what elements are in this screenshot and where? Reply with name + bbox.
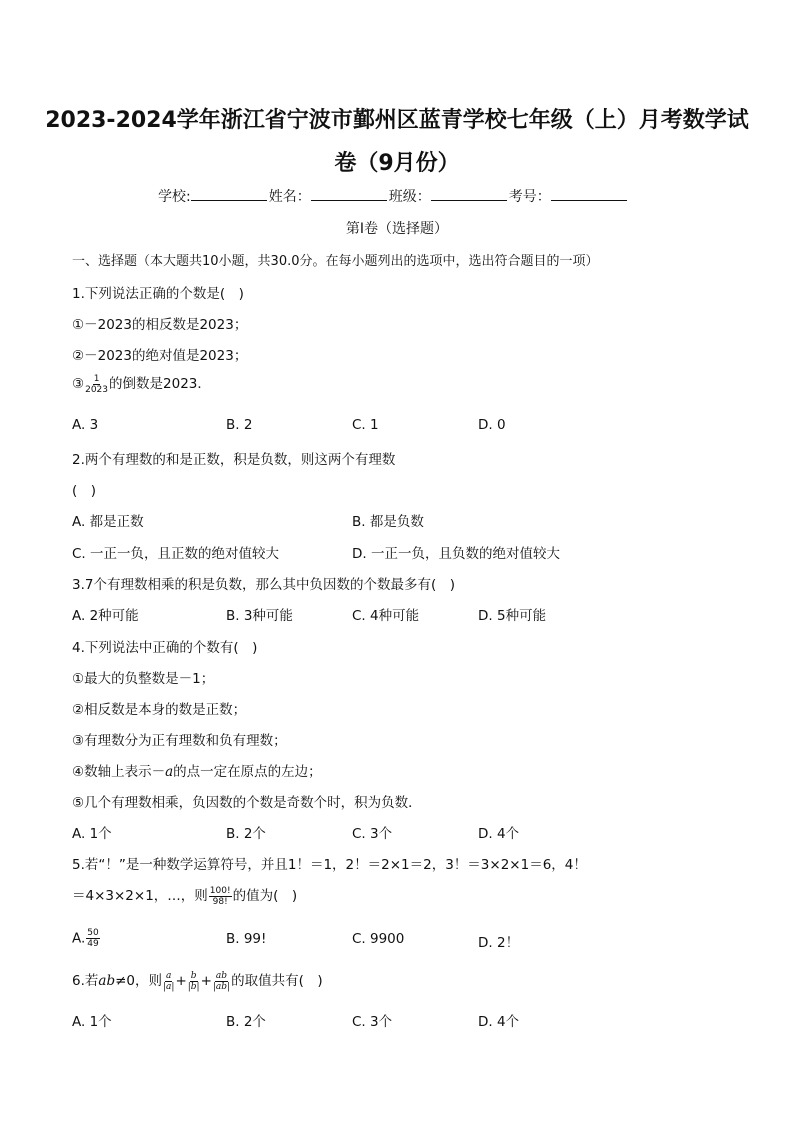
q1-s3-prefix: ③ xyxy=(72,376,85,392)
q2-option-a: A. 都是正数 xyxy=(72,514,144,530)
q4-statement-1: ①最大的负整数是－1； xyxy=(72,671,215,687)
q5-option-b: B. 99! xyxy=(226,931,267,947)
q6-stem xyxy=(72,969,323,992)
q2-stem: 2.两个有理数的和是正数，积是负数，则这两个有理数 xyxy=(72,452,396,468)
q1-s3-fraction xyxy=(85,374,108,395)
fraction-numerator: 50 xyxy=(87,928,99,938)
q4-s4-prefix: ④数轴上表示－ xyxy=(72,764,166,780)
q5-stem-line2 xyxy=(72,884,297,907)
fraction-denominator: |ab| xyxy=(212,981,231,992)
q4-statement-5: ⑤几个有理数相乘，负因数的个数是奇数个时，积为负数． xyxy=(72,795,422,811)
q4-statement-2: ②相反数是本身的数是正数； xyxy=(72,702,247,718)
q1-option-d: D. 0 xyxy=(478,417,506,433)
q5-stem-line1: 5.若“！”是一种数学运算符号，并且1！＝1，2！＝2×1＝2，3！＝3×2×1＝6，4！ xyxy=(72,857,587,873)
q6-stem-prefix: 6.若 xyxy=(72,973,99,989)
q4-option-c: C. 3个 xyxy=(352,826,393,842)
fraction-denominator: 2023 xyxy=(85,384,109,395)
q5-option-a-label: A. xyxy=(72,930,86,947)
q6-condition-variable: ab xyxy=(98,973,116,989)
q6-fraction-1 xyxy=(163,971,174,992)
exam-title-line2: 卷（9月份） xyxy=(334,151,460,176)
fraction-denominator: |a| xyxy=(163,981,175,992)
q5-option-a-fraction xyxy=(86,928,99,949)
q3-option-b: B. 3种可能 xyxy=(226,608,293,624)
exam-no-blank xyxy=(551,188,627,201)
q2-option-d: D. 一正一负，且负数的绝对值较大 xyxy=(352,546,560,562)
q5-option-c: C. 9900 xyxy=(352,931,405,947)
exam-no-label: 考号： xyxy=(508,189,551,205)
q4-stem: 4.下列说法中正确的个数有( ) xyxy=(72,640,258,656)
q4-statement-3: ③有理数分为正有理数和负有理数； xyxy=(72,733,287,749)
q1-option-b: B. 2 xyxy=(226,417,253,433)
q5-option-a xyxy=(72,928,101,949)
q6-stem-suffix: 的取值共有( ) xyxy=(231,973,323,989)
q2-option-c: C. 一正一负，且正数的绝对值较大 xyxy=(72,546,280,562)
name-label: 姓名： xyxy=(268,189,311,205)
q1-option-c: C. 1 xyxy=(352,417,379,433)
plus-sign: + xyxy=(175,973,187,989)
q6-option-b: B. 2个 xyxy=(226,1014,266,1030)
section-instruction: 一、选择题（本大题共10小题，共30.0分。在每小题列出的选项中，选出符合题目的一项） xyxy=(72,254,599,269)
q6-option-d: D. 4个 xyxy=(478,1014,520,1030)
q3-option-a: A. 2种可能 xyxy=(72,608,139,624)
q4-s4-suffix: 的点一定在原点的左边； xyxy=(173,764,322,780)
class-blank xyxy=(431,188,507,201)
q3-option-c: C. 4种可能 xyxy=(352,608,420,624)
plus-sign: + xyxy=(200,973,212,989)
fraction-denominator: 98! xyxy=(212,896,228,907)
fraction-numerator: a xyxy=(166,970,172,981)
fraction-denominator: 49 xyxy=(87,939,99,949)
q1-statement-2: ②－2023的绝对值是2023； xyxy=(72,348,248,364)
school-label: 学校: xyxy=(158,189,191,205)
q4-option-b: B. 2个 xyxy=(226,826,266,842)
q1-statement-1: ①－2023的相反数是2023； xyxy=(72,317,248,333)
fraction-numerator: 1 xyxy=(93,373,100,384)
exam-title-line1: 2023-2024学年浙江省宁波市鄞州区蓝青学校七年级（上）月考数学试 xyxy=(45,108,749,133)
q6-fraction-2 xyxy=(188,971,200,992)
q6-fraction-3 xyxy=(213,971,230,992)
q1-statement-3 xyxy=(72,372,211,395)
q5-fraction xyxy=(209,886,232,907)
q5-stem-prefix: ＝4×3×2×1，…，则 xyxy=(72,888,208,904)
fraction-numerator: ab xyxy=(215,970,228,981)
fraction-denominator: |b| xyxy=(187,981,200,992)
school-blank xyxy=(191,188,267,201)
class-label: 班级： xyxy=(388,189,431,205)
q6-stem-neq: ≠0，则 xyxy=(115,973,162,989)
q2-paren: ( ) xyxy=(72,483,97,499)
q1-s3-suffix: 的倒数是2023． xyxy=(109,376,211,392)
fraction-numerator: b xyxy=(190,970,197,981)
q2-option-b: B. 都是负数 xyxy=(352,514,424,530)
q4-option-a: A. 1个 xyxy=(72,826,112,842)
q1-stem: 1.下列说法正确的个数是( ) xyxy=(72,286,244,302)
fraction-numerator: 100! xyxy=(209,885,231,896)
q4-option-d: D. 4个 xyxy=(478,826,520,842)
student-info-row xyxy=(158,186,629,206)
q6-option-c: C. 3个 xyxy=(352,1014,393,1030)
q1-option-a: A. 3 xyxy=(72,417,99,433)
q4-statement-4 xyxy=(72,760,322,780)
q3-option-d: D. 5种可能 xyxy=(478,608,547,624)
name-blank xyxy=(311,188,387,201)
q5-stem-suffix: 的值为( ) xyxy=(232,888,298,904)
section-title: 第I卷（选择题） xyxy=(345,221,449,237)
q3-stem: 3.7个有理数相乘的积是负数，那么其中负因数的个数最多有( ) xyxy=(72,577,456,593)
q5-option-d: D. 2！ xyxy=(478,935,520,951)
q6-option-a: A. 1个 xyxy=(72,1014,112,1030)
q4-s4-variable: a xyxy=(165,764,174,780)
